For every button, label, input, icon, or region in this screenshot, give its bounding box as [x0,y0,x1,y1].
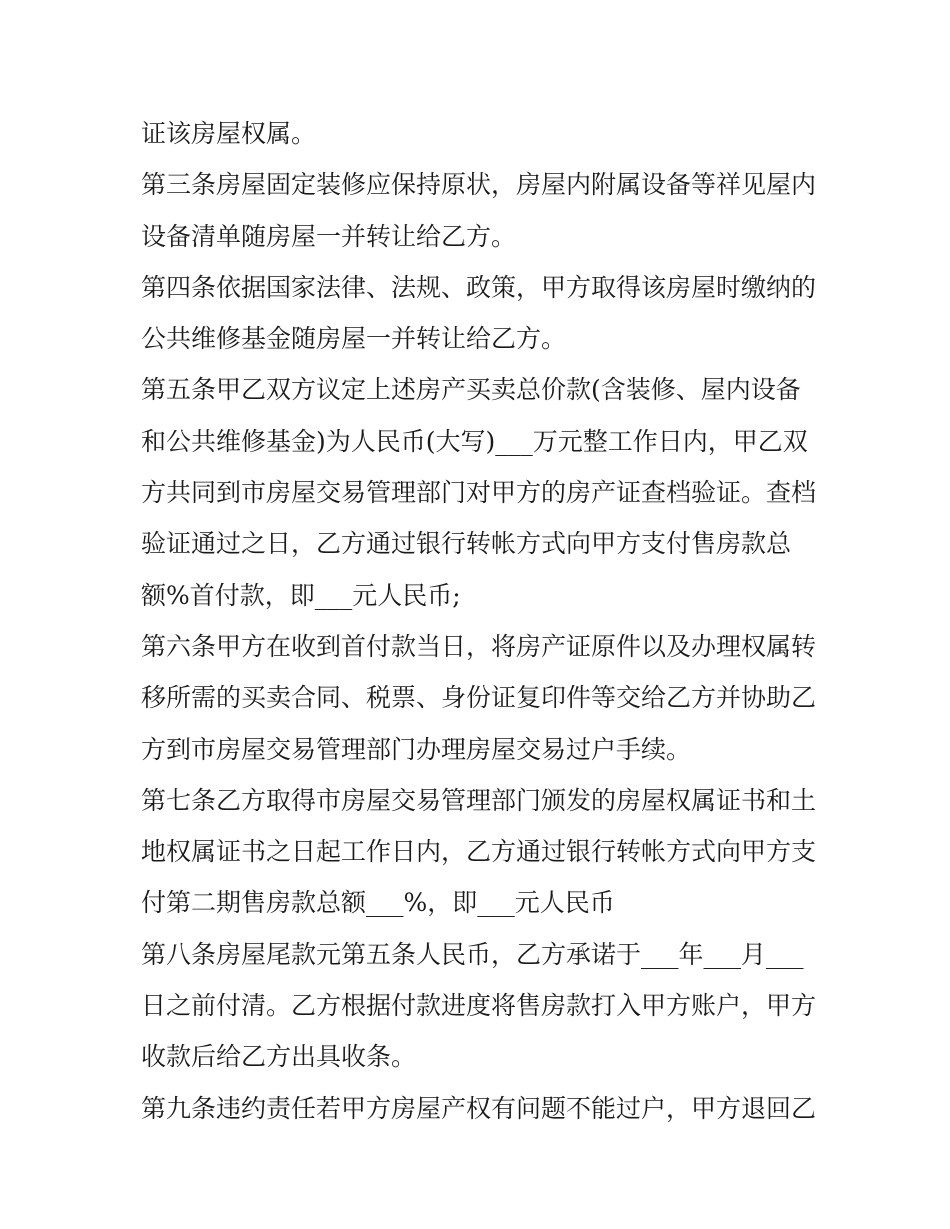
text-line: 方到市房屋交易管理部门办理房屋交易过户手续。 [141,734,692,764]
text-line: 第三条房屋固定装修应保持原状，房屋内附属设备等祥见屋内 [141,170,817,200]
text-line: 第五条甲乙双方议定上述房产买卖总价款(含装修、屋内设备 [141,375,801,405]
text-line: 方共同到市房屋交易管理部门对甲方的房产证查档验证。查档 [141,478,817,508]
text-line: 地权属证书之日起工作日内，乙方通过银行转帐方式向甲方支 [141,837,817,867]
contract-body [141,108,821,1134]
text-line: 第七条乙方取得市房屋交易管理部门颁发的房屋权属证书和土 [141,785,817,815]
text-line: 额%首付款，即___元人民币; [141,580,461,610]
text-line: 付第二期售房款总额___%，即___元人民币 [141,888,615,918]
text-line: 移所需的买卖合同、税票、身份证复印件等交给乙方并协助乙 [141,683,817,713]
text-line: 日之前付清。乙方根据付款进度将售房款打入甲方账户，甲方 [141,991,817,1021]
text-line: 第八条房屋尾款元第五条人民币，乙方承诺于___年___月___ [141,939,804,969]
text-line: 第四条依据国家法律、法规、政策，甲方取得该房屋时缴纳的 [141,272,817,302]
text-line: 公共维修基金随房屋一并转让给乙方。 [141,324,567,354]
text-line: 第六条甲方在收到首付款当日，将房产证原件以及办理权属转 [141,631,817,661]
text-line: 验证通过之日，乙方通过银行转帐方式向甲方支付售房款总 [141,529,792,559]
text-line: 证该房屋权属。 [141,119,317,148]
text-line: 第九条违约责任若甲方房屋产权有问题不能过户，甲方退回乙 [141,1093,817,1123]
text-line: 收款后给乙方出具收条。 [141,1042,417,1072]
text-line: 和公共维修基金)为人民币(大写)___万元整工作日内，甲乙双 [141,426,808,456]
text-line: 设备清单随房屋一并转让给乙方。 [141,221,517,251]
